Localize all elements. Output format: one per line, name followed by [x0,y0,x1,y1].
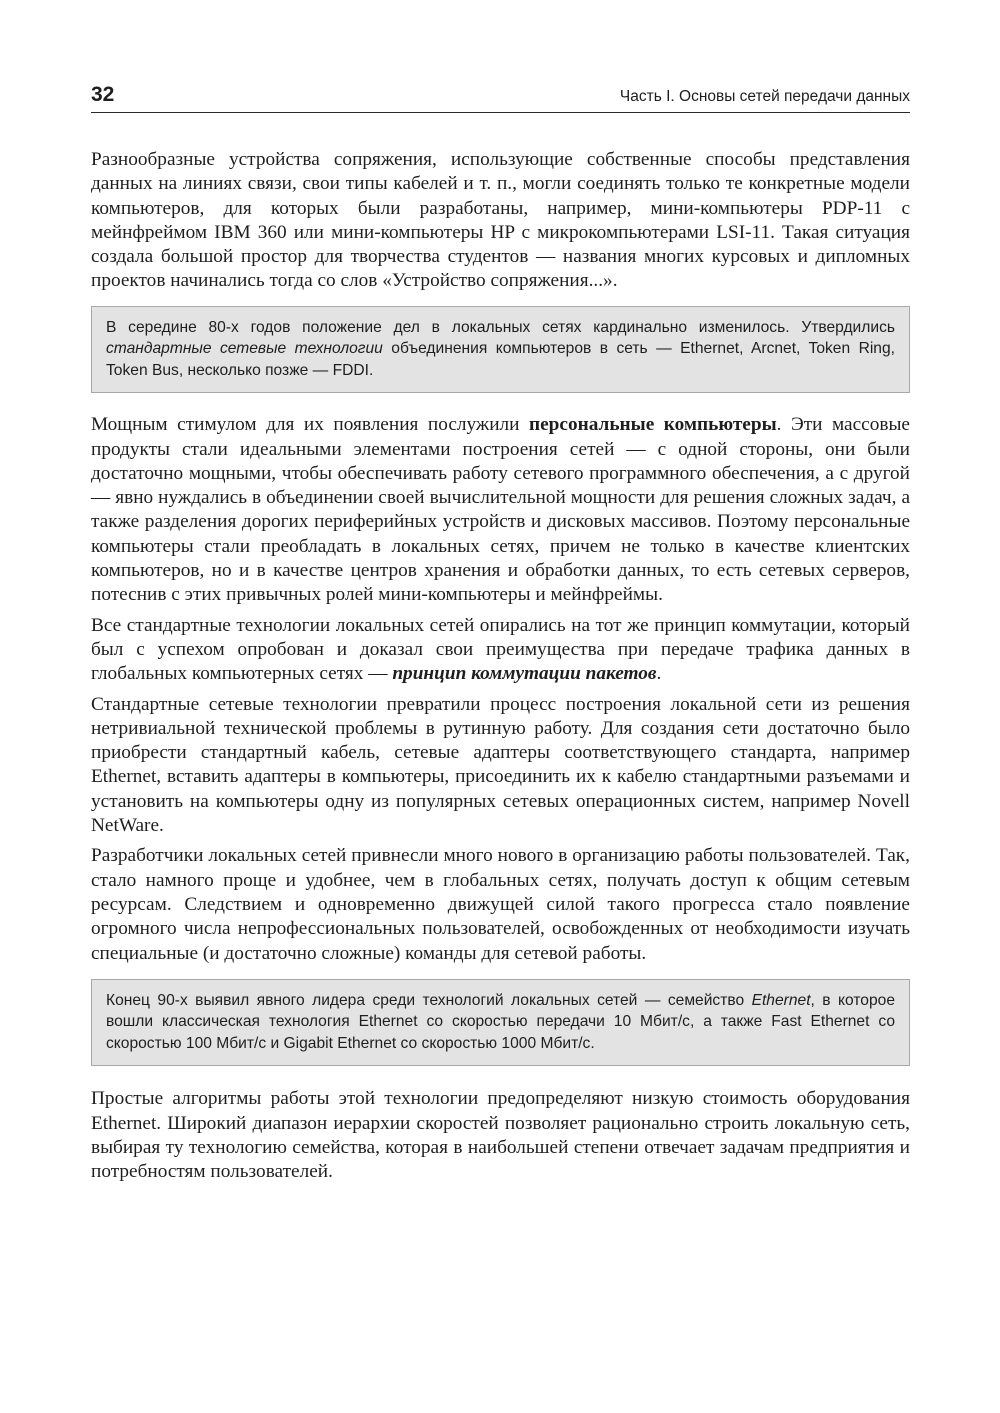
highlight-box-standards [91,306,910,394]
box1-text-a: В середине 80-х годов положение дел в локальных сетях кардинально изменилось. Утвердились [106,318,895,336]
running-head: Часть I. Основы сетей передачи данных [619,88,910,105]
paragraph-personal-computers [91,413,910,607]
paragraph-standard-technologies: Стандартные сетевые технологии превратили процесс построения локальной сети из решения нетривиальной технической проблемы в рутинную работу. Для создания сети достаточно было приобрести стандартный кабель, сетевые адаптеры соответствующего стандарта, например Ethernet, вставить адаптеры в компьютеры, присоединить их к кабелю стандартными разъемами и установить на компьютеры одну из популярных сетевых операционных систем, например Novell NetWare. [91,693,910,837]
page-header [91,80,910,113]
box2-emphasis: Ethernet [751,991,811,1009]
page-body [91,148,910,1185]
p2-bold-term: персональные компьютеры [529,414,777,436]
p3-text-b: . [656,663,662,685]
highlight-box-ethernet-text [106,990,895,1055]
box1-emphasis: стандартные сетевые технологии [106,340,383,358]
box2-text-b: , в которое вошли классическая технология Ethernet со скоростью передачи 10 Мбит/с, а также Fast Ethernet со скоростью 100 Мбит/с и Gigabit Ethernet со скоростью 1000 Мбит/с. [106,991,895,1052]
box1-text-b: объединения компьютеров в сеть — Ethernet, Arcnet, Token Ring, Token Bus, несколько позже — FDDI. [106,340,895,379]
p2-text-a: Мощным стимулом для их появления послужили [91,414,530,436]
box2-text-a: Конец 90-х выявил явного лидера среди технологий локальных сетей — семейство [106,991,752,1009]
page-number: 32 [91,83,115,106]
highlight-box-ethernet [91,979,910,1067]
highlight-box-standards-text [106,317,895,382]
p3-bold-italic-term: принцип коммутации пакетов [392,663,657,685]
paragraph-interface-devices: Разнообразные устройства сопряжения, использующие собственные способы представления данных на линиях связи, свои типы кабелей и т. п., могли соединять только те конкретные модели компьютеров, для которых были разработаны, например, мини-компьютеры PDP-11 с мейнфреймом IBM 360 или мини-компьютеры HP с микрокомпьютерами LSI-11. Такая ситуация создала большой простор для творчества студентов — названия многих курсовых и дипломных проектов начинались тогда со слов «Устройство сопряжения...». [91,149,910,292]
paragraph-lan-developers: Разработчики локальных сетей привнесли много нового в организацию работы пользователей. Так, стало намного проще и удобнее, чем в глобальных сетях, получать доступ к общим сетевым ресурсам. Следствием и одновременно движущей силой такого прогресса стало появление огромного числа непрофессиональных пользователей, освобожденных от необходимости изучать специальные (и достаточно сложные) команды для сетевой работы. [91,845,910,964]
p3-text-a: Все стандартные технологии локальных сетей опирались на тот же принцип коммутации, который был с успехом опробован и доказал свои преимущества при передаче трафика данных в глобальных компьютерных сетях — [91,614,910,685]
p2-text-b: . Эти массовые продукты стали идеальными элементами построения сетей — с одной стороны, они были достаточно мощными, чтобы обеспечивать работу сетевого программного обеспечения, а с другой — явно нуждались в объединении своей вычислительной мощности для решения сложных задач, а также разделения дорогих периферийных устройств и дисковых массивов. Поэтому персональные компьютеры стали преобладать в локальных сетях, причем не только в качестве клиентских компьютеров, но и в качестве центров хранения и обработки данных, то есть сетевых серверов, потеснив с этих привычных ролей мини-компьютеры и мейнфреймы. [91,414,910,606]
paragraph-ethernet-algorithms: Простые алгоритмы работы этой технологии предопределяют низкую стоимость оборудования Ethernet. Широкий диапазон иерархии скоростей позволяет рационально строить локальную сеть, выбирая ту технологию семейства, которая в наибольшей степени отвечает задачам предприятия и потребностям пользователей. [91,1088,910,1183]
paragraph-packet-switching [91,614,910,687]
